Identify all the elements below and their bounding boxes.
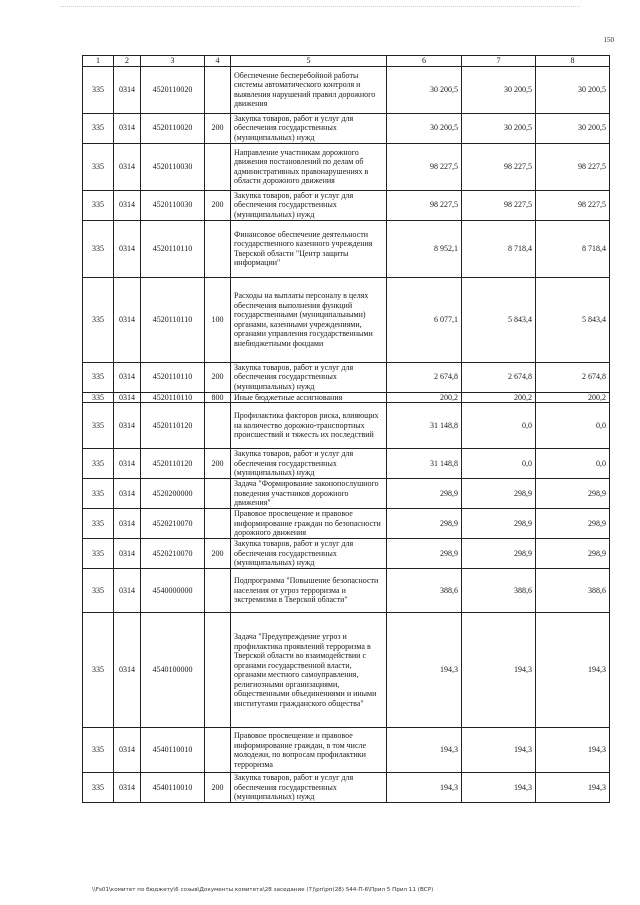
cell-amount-col7: 0,0 [462,449,536,479]
cell-section-code: 0314 [114,190,141,220]
cell-admin-code: 335 [83,362,114,392]
header-col-8: 8 [536,56,610,67]
cell-amount-col6: 30 200,5 [387,113,462,143]
cell-amount-col8: 30 200,5 [536,66,610,113]
table-row [83,569,610,613]
cell-amount-col6: 30 200,5 [387,66,462,113]
cell-admin-code: 335 [83,392,114,403]
cell-expense-type: 800 [205,392,231,403]
cell-target-code: 4540110010 [141,728,205,773]
header-col-3: 3 [141,56,205,67]
table-row [83,362,610,392]
cell-section-code: 0314 [114,66,141,113]
cell-amount-col7: 2 674,8 [462,362,536,392]
cell-amount-col8: 298,9 [536,509,610,539]
cell-amount-col7: 0,0 [462,403,536,449]
cell-description: Финансовое обеспечение деятельности государственного казенного учреждения Тверской области "Центр защиты информации" [231,220,387,277]
cell-section-code: 0314 [114,509,141,539]
cell-section-code: 0314 [114,392,141,403]
header-col-4: 4 [205,56,231,67]
cell-target-code: 4520210070 [141,509,205,539]
table-row [83,220,610,277]
cell-target-code: 4520200000 [141,479,205,509]
cell-target-code: 4520110110 [141,220,205,277]
cell-amount-col6: 388,6 [387,569,462,613]
cell-amount-col8: 194,3 [536,728,610,773]
cell-amount-col6: 2 674,8 [387,362,462,392]
cell-amount-col6: 200,2 [387,392,462,403]
header-col-6: 6 [387,56,462,67]
header-col-2: 2 [114,56,141,67]
cell-admin-code: 335 [83,190,114,220]
cell-expense-type [205,479,231,509]
cell-expense-type: 200 [205,362,231,392]
cell-target-code: 4540100000 [141,613,205,728]
cell-section-code: 0314 [114,143,141,190]
cell-amount-col7: 98 227,5 [462,143,536,190]
cell-section-code: 0314 [114,277,141,362]
cell-description: Закупка товаров, работ и услуг для обеспечения государственных (муниципальных) нужд [231,773,387,803]
cell-amount-col7: 194,3 [462,773,536,803]
cell-amount-col8: 194,3 [536,613,610,728]
cell-amount-col8: 298,9 [536,539,610,569]
cell-admin-code: 335 [83,569,114,613]
cell-admin-code: 335 [83,509,114,539]
cell-amount-col7: 298,9 [462,509,536,539]
cell-expense-type [205,613,231,728]
table-row [83,539,610,569]
cell-amount-col6: 98 227,5 [387,190,462,220]
cell-amount-col8: 98 227,5 [536,143,610,190]
cell-amount-col7: 388,6 [462,569,536,613]
table-row [83,113,610,143]
cell-target-code: 4520110030 [141,143,205,190]
cell-amount-col6: 194,3 [387,773,462,803]
table-row [83,190,610,220]
cell-expense-type [205,728,231,773]
cell-amount-col8: 8 718,4 [536,220,610,277]
cell-target-code: 4520210070 [141,539,205,569]
cell-amount-col6: 31 148,8 [387,403,462,449]
cell-amount-col8: 388,6 [536,569,610,613]
cell-description: Закупка товаров, работ и услуг для обеспечения государственных (муниципальных) нужд [231,362,387,392]
cell-amount-col6: 194,3 [387,613,462,728]
table-row [83,728,610,773]
cell-admin-code: 335 [83,773,114,803]
cell-expense-type: 200 [205,539,231,569]
cell-description: Закупка товаров, работ и услуг для обеспечения государственных (муниципальных) нужд [231,113,387,143]
cell-expense-type [205,143,231,190]
cell-amount-col7: 30 200,5 [462,113,536,143]
cell-target-code: 4520110030 [141,190,205,220]
cell-amount-col8: 30 200,5 [536,113,610,143]
cell-amount-col8: 0,0 [536,403,610,449]
cell-admin-code: 335 [83,277,114,362]
table-row [83,479,610,509]
cell-expense-type [205,509,231,539]
cell-admin-code: 335 [83,728,114,773]
table-row [83,143,610,190]
cell-amount-col6: 298,9 [387,509,462,539]
cell-section-code: 0314 [114,113,141,143]
cell-admin-code: 335 [83,66,114,113]
cell-target-code: 4520110120 [141,403,205,449]
cell-amount-col7: 5 843,4 [462,277,536,362]
cell-section-code: 0314 [114,362,141,392]
cell-amount-col7: 298,9 [462,479,536,509]
cell-amount-col6: 6 077,1 [387,277,462,362]
cell-amount-col8: 200,2 [536,392,610,403]
cell-expense-type [205,66,231,113]
cell-amount-col7: 194,3 [462,728,536,773]
cell-amount-col6: 98 227,5 [387,143,462,190]
cell-expense-type [205,220,231,277]
cell-description: Задача "Формирование законопослушного поведения участников дорожного движения" [231,479,387,509]
cell-expense-type: 100 [205,277,231,362]
cell-amount-col8: 0,0 [536,449,610,479]
cell-amount-col6: 31 148,8 [387,449,462,479]
cell-expense-type: 200 [205,190,231,220]
cell-section-code: 0314 [114,569,141,613]
header-col-1: 1 [83,56,114,67]
cell-description: Правовое просвещение и правовое информирование граждан по безопасности дорожного движения [231,509,387,539]
cell-description: Иные бюджетные ассигнования [231,392,387,403]
cell-section-code: 0314 [114,539,141,569]
cell-target-code: 4520110110 [141,362,205,392]
cell-amount-col8: 2 674,8 [536,362,610,392]
cell-section-code: 0314 [114,449,141,479]
cell-description: Профилактика факторов риска, влияющих на количество дорожно-транспортных происшествий и тяжесть их последствий [231,403,387,449]
cell-section-code: 0314 [114,403,141,449]
cell-amount-col7: 8 718,4 [462,220,536,277]
cell-amount-col6: 194,3 [387,728,462,773]
table-row [83,66,610,113]
cell-description: Подпрограмма "Повышение безопасности населения от угроз терроризма и экстремизма в Тверской области" [231,569,387,613]
cell-admin-code: 335 [83,143,114,190]
cell-expense-type [205,569,231,613]
cell-target-code: 4520110110 [141,277,205,362]
cell-amount-col8: 194,3 [536,773,610,803]
cell-expense-type: 200 [205,449,231,479]
cell-admin-code: 335 [83,613,114,728]
file-path-footer: \\Fs01\комитет по бюджету\6 созыв\Документы комитета\28 заседание (7)\рп\рп(28) 544-П-6\Прил 5 Прил 11 (ВСР) [92,887,434,893]
cell-amount-col7: 298,9 [462,539,536,569]
cell-admin-code: 335 [83,479,114,509]
cell-expense-type: 200 [205,113,231,143]
header-col-7: 7 [462,56,536,67]
cell-amount-col8: 5 843,4 [536,277,610,362]
cell-amount-col6: 8 952,1 [387,220,462,277]
cell-section-code: 0314 [114,613,141,728]
cell-description: Закупка товаров, работ и услуг для обеспечения государственных (муниципальных) нужд [231,539,387,569]
scan-edge [60,0,580,7]
cell-amount-col7: 194,3 [462,613,536,728]
cell-admin-code: 335 [83,113,114,143]
cell-description: Закупка товаров, работ и услуг для обеспечения государственных (муниципальных) нужд [231,190,387,220]
cell-target-code: 4520110110 [141,392,205,403]
cell-admin-code: 335 [83,403,114,449]
cell-description: Правовое просвещение и правовое информирование граждан, в том числе молодежи, по вопросам профилактики терроризма [231,728,387,773]
cell-target-code: 4520110020 [141,113,205,143]
cell-admin-code: 335 [83,539,114,569]
cell-amount-col6: 298,9 [387,479,462,509]
cell-amount-col6: 298,9 [387,539,462,569]
table-row [83,392,610,403]
page-number: 150 [603,36,614,44]
table-row [83,403,610,449]
table-row [83,509,610,539]
cell-section-code: 0314 [114,220,141,277]
cell-description: Расходы на выплаты персоналу в целях обеспечения выполнения функций государственными (муниципальными) органами, казенными учреждениями, органами управления государственными внебюджетными фондами [231,277,387,362]
cell-description: Обеспечение бесперебойной работы системы автоматического контроля и выявления нарушений правил дорожного движения [231,66,387,113]
cell-section-code: 0314 [114,773,141,803]
budget-table [82,55,610,803]
cell-admin-code: 335 [83,220,114,277]
cell-target-code: 4540110010 [141,773,205,803]
table-row [83,613,610,728]
cell-amount-col7: 30 200,5 [462,66,536,113]
cell-expense-type [205,403,231,449]
cell-admin-code: 335 [83,449,114,479]
cell-section-code: 0314 [114,728,141,773]
cell-target-code: 4540000000 [141,569,205,613]
cell-description: Закупка товаров, работ и услуг для обеспечения государственных (муниципальных) нужд [231,449,387,479]
header-col-5: 5 [231,56,387,67]
table-row [83,773,610,803]
cell-target-code: 4520110120 [141,449,205,479]
cell-description: Направление участникам дорожного движения постановлений по делам об административных правонарушениях в области дорожного движения [231,143,387,190]
cell-expense-type: 200 [205,773,231,803]
cell-amount-col7: 98 227,5 [462,190,536,220]
cell-target-code: 4520110020 [141,66,205,113]
cell-amount-col8: 298,9 [536,479,610,509]
cell-amount-col8: 98 227,5 [536,190,610,220]
cell-section-code: 0314 [114,479,141,509]
table-row [83,449,610,479]
table-header-row [83,56,610,67]
table-row [83,277,610,362]
cell-description: Задача "Предупреждение угроз и профилактика проявлений терроризма в Тверской области во взаимодействии с органами государственной власти, органами местного самоуправления, религиозными организациями, общественными объединениями и иными институтами гражданского общества" [231,613,387,728]
cell-amount-col7: 200,2 [462,392,536,403]
